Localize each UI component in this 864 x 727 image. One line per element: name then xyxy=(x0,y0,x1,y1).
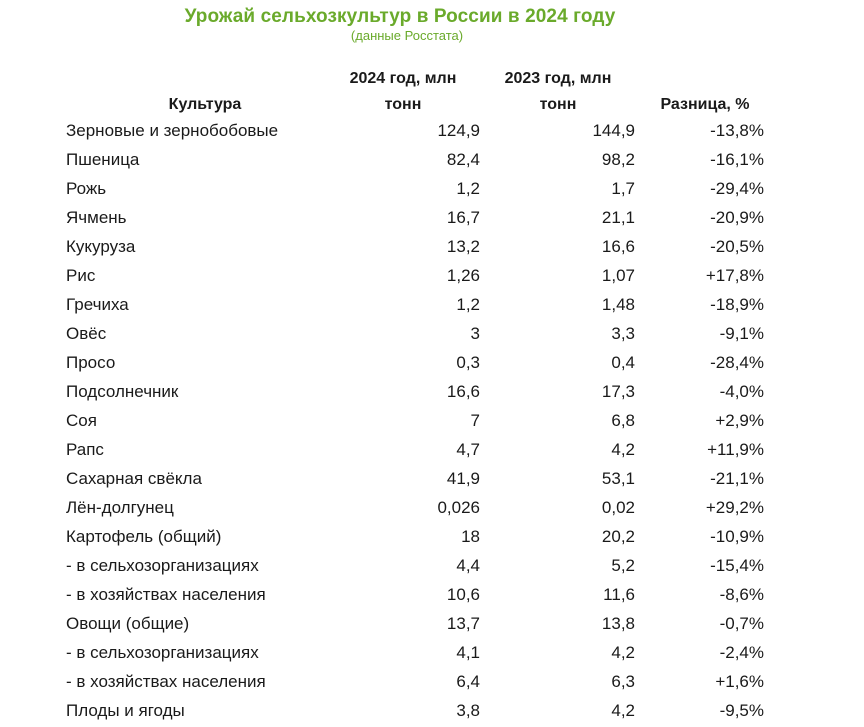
table-row xyxy=(0,466,864,495)
difference-cell: -4,0% xyxy=(719,382,764,401)
difference-cell: -20,5% xyxy=(710,237,764,256)
yield-2023-cell: 1,7 xyxy=(611,179,635,198)
table-row xyxy=(0,350,864,379)
crop-name-cell: Ячмень xyxy=(66,208,127,227)
yield-2023-cell: 53,1 xyxy=(601,469,635,488)
table-row xyxy=(0,408,864,437)
column-header-2024 xyxy=(328,66,478,118)
crop-name-cell: Лён-долгунец xyxy=(66,498,174,517)
crop-name-cell: Плоды и ягоды xyxy=(66,701,185,720)
difference-cell: +29,2% xyxy=(705,498,764,517)
difference-cell: -29,4% xyxy=(710,179,764,198)
yield-2023-cell: 21,1 xyxy=(601,208,635,227)
yield-2023-cell: 16,6 xyxy=(601,237,635,256)
difference-cell: +1,6% xyxy=(715,672,764,691)
crop-name-cell: Гречиха xyxy=(66,295,129,314)
page-title: Урожай сельхозкультур в России в 2024 году xyxy=(184,6,616,27)
yield-2023-cell: 1,48 xyxy=(601,295,635,314)
table-row xyxy=(0,669,864,698)
yield-2023-cell: 144,9 xyxy=(592,121,635,140)
difference-cell: -8,6% xyxy=(719,585,764,604)
difference-cell: -15,4% xyxy=(710,556,764,575)
table-row xyxy=(0,263,864,292)
crop-name-cell: Соя xyxy=(66,411,97,430)
difference-cell: -10,9% xyxy=(710,527,764,546)
difference-cell: +17,8% xyxy=(705,266,764,285)
yield-2024-cell: 1,26 xyxy=(446,266,480,285)
table-row xyxy=(0,379,864,408)
table-row xyxy=(0,176,864,205)
column-header-2023-line2: тонн xyxy=(539,96,577,113)
column-header-crop: Культура xyxy=(168,96,242,113)
crop-name-cell: Овощи (общие) xyxy=(66,614,190,633)
yield-2024-cell: 41,9 xyxy=(446,469,480,488)
column-header-2023-line1: 2023 год, млн xyxy=(504,70,612,87)
yield-2024-cell: 3,8 xyxy=(456,701,480,720)
crop-name-cell: Пшеница xyxy=(66,150,140,169)
yield-2023-cell: 20,2 xyxy=(601,527,635,546)
yield-2024-cell: 4,7 xyxy=(456,440,480,459)
difference-cell: -0,7% xyxy=(719,614,764,633)
yield-2024-cell: 18 xyxy=(461,527,480,546)
crop-name-cell: Рапс xyxy=(66,440,104,459)
table-row xyxy=(0,640,864,669)
table-row xyxy=(0,698,864,727)
difference-cell: -9,5% xyxy=(719,701,764,720)
table-row xyxy=(0,437,864,466)
table-row xyxy=(0,321,864,350)
yield-2023-cell: 11,6 xyxy=(603,585,635,604)
yield-2024-cell: 16,6 xyxy=(446,382,480,401)
yield-2023-cell: 0,4 xyxy=(611,353,635,372)
yield-2023-cell: 1,07 xyxy=(601,266,635,285)
table-row xyxy=(0,118,864,147)
table-row xyxy=(0,205,864,234)
crop-name-cell: Просо xyxy=(66,353,116,372)
yield-2023-cell: 4,2 xyxy=(611,440,635,459)
yield-2023-cell: 6,8 xyxy=(611,411,635,430)
yield-2023-cell: 5,2 xyxy=(611,556,635,575)
table-row xyxy=(0,495,864,524)
difference-cell: -9,1% xyxy=(719,324,764,343)
yield-2024-cell: 1,2 xyxy=(456,179,480,198)
yield-2024-cell: 124,9 xyxy=(437,121,480,140)
yield-2023-cell: 0,02 xyxy=(601,498,635,517)
table-row xyxy=(0,611,864,640)
crop-name-cell: - в сельхозорганизациях xyxy=(66,556,259,575)
crop-name-cell: Рожь xyxy=(66,179,107,198)
column-header-2023 xyxy=(483,66,633,118)
yield-2024-cell: 0,3 xyxy=(456,353,480,372)
column-header-2024-line2: тонн xyxy=(384,96,422,113)
difference-cell: -13,8% xyxy=(710,121,764,140)
yield-2024-cell: 16,7 xyxy=(446,208,480,227)
table-row xyxy=(0,524,864,553)
difference-cell: -18,9% xyxy=(710,295,764,314)
crop-name-cell: - в хозяйствах населения xyxy=(66,672,266,691)
yield-2023-cell: 4,2 xyxy=(611,701,635,720)
difference-cell: -16,1% xyxy=(710,150,764,169)
crop-name-cell: Рис xyxy=(66,266,96,285)
page-subtitle: (данные Росстата) xyxy=(350,28,464,43)
crop-name-cell: - в сельхозорганизациях xyxy=(66,643,259,662)
crop-table-body xyxy=(0,118,864,727)
difference-cell: +11,9% xyxy=(707,440,764,459)
crop-name-cell: Кукуруза xyxy=(66,237,136,256)
table-row xyxy=(0,292,864,321)
yield-2024-cell: 0,026 xyxy=(437,498,480,517)
table-row xyxy=(0,147,864,176)
table-row xyxy=(0,582,864,611)
crop-name-cell: Подсолнечник xyxy=(66,382,179,401)
difference-cell: -20,9% xyxy=(710,208,764,227)
yield-2024-cell: 4,4 xyxy=(456,556,480,575)
crop-name-cell: Овёс xyxy=(66,324,107,343)
crop-name-cell: - в хозяйствах населения xyxy=(66,585,266,604)
difference-cell: -28,4% xyxy=(710,353,764,372)
yield-2023-cell: 13,8 xyxy=(601,614,635,633)
yield-2024-cell: 3 xyxy=(470,324,480,343)
crop-name-cell: Сахарная свёкла xyxy=(66,469,202,488)
crop-name-cell: Картофель (общий) xyxy=(66,527,222,546)
yield-2023-cell: 17,3 xyxy=(601,382,635,401)
yield-2023-cell: 4,2 xyxy=(611,643,635,662)
yield-2024-cell: 7 xyxy=(470,411,480,430)
difference-cell: +2,9% xyxy=(715,411,764,430)
yield-2023-cell: 98,2 xyxy=(601,150,635,169)
difference-cell: -2,4% xyxy=(719,643,764,662)
yield-2024-cell: 4,1 xyxy=(456,643,480,662)
crop-name-cell: Зерновые и зернобобовые xyxy=(66,121,279,140)
table-row xyxy=(0,553,864,582)
yield-2024-cell: 13,7 xyxy=(446,614,480,633)
yield-2023-cell: 3,3 xyxy=(611,324,635,343)
yield-2024-cell: 82,4 xyxy=(446,150,480,169)
column-header-difference: Разница, % xyxy=(660,96,750,113)
yield-2024-cell: 10,6 xyxy=(446,585,480,604)
yield-2024-cell: 6,4 xyxy=(456,672,480,691)
yield-2024-cell: 13,2 xyxy=(446,237,480,256)
table-row xyxy=(0,234,864,263)
column-header-2024-line1: 2024 год, млн xyxy=(349,70,457,87)
yield-2024-cell: 1,2 xyxy=(456,295,480,314)
yield-2023-cell: 6,3 xyxy=(611,672,635,691)
difference-cell: -21,1% xyxy=(710,469,764,488)
